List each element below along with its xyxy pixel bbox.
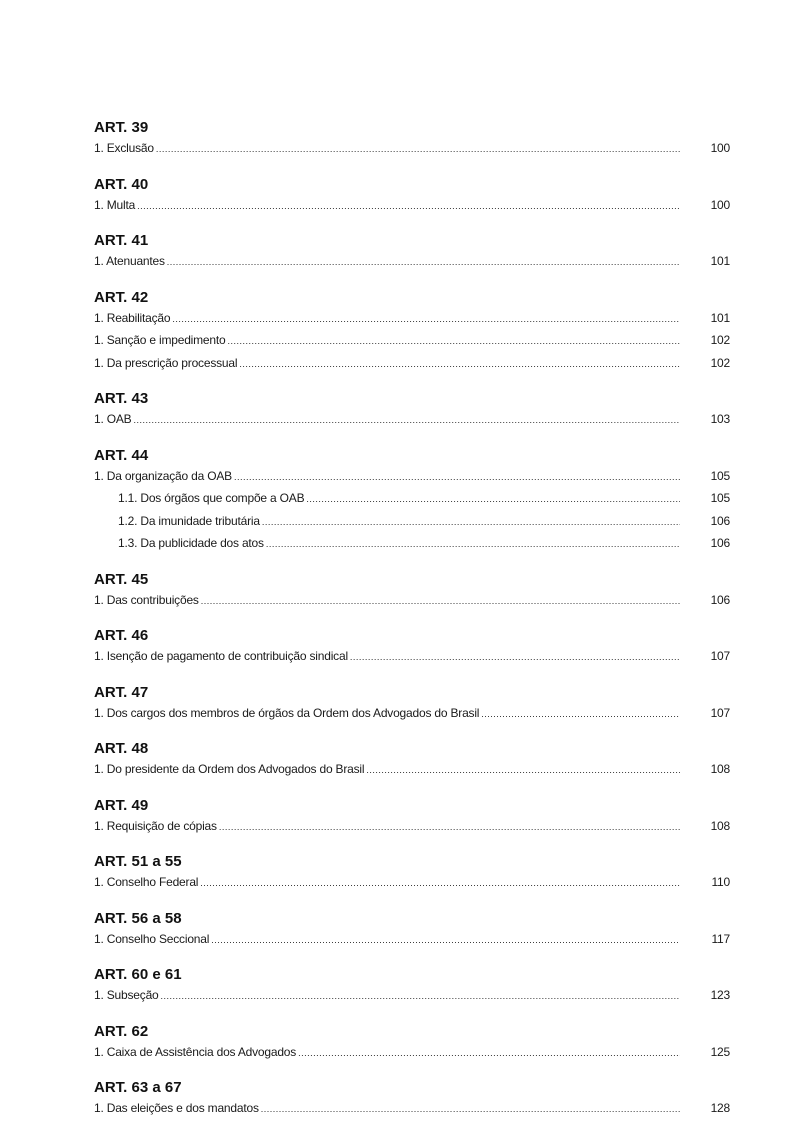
dot-leader — [234, 465, 680, 489]
entry-title: 1. Conselho Seccional — [94, 931, 210, 946]
dot-leader — [266, 532, 680, 556]
entry-title: 1.2. Da imunidade tributária — [118, 513, 260, 528]
entry-page-number: 101 — [710, 254, 730, 268]
toc-subentry[interactable] — [94, 487, 730, 510]
entry-page-number: 106 — [710, 592, 730, 607]
entry-title: 1. Exclusão — [94, 141, 154, 155]
article-heading: ART. 40 — [94, 175, 149, 193]
toc-section — [94, 1022, 730, 1064]
article-heading: ART. 60 e 61 — [94, 966, 182, 983]
article-heading: ART. 44 — [94, 446, 149, 464]
toc-entry[interactable] — [94, 465, 730, 488]
entry-title: 1. Atenuantes — [94, 254, 165, 268]
toc-entry[interactable] — [94, 984, 730, 1007]
toc-entry[interactable] — [94, 1041, 730, 1064]
toc-entry[interactable] — [94, 928, 730, 951]
toc-section — [94, 909, 730, 951]
entry-page-number: 103 — [710, 412, 730, 426]
entry-page-number: 125 — [710, 1044, 730, 1059]
article-heading: ART. 49 — [94, 796, 149, 814]
article-heading: ART. 43 — [94, 390, 149, 407]
dot-leader — [201, 589, 680, 613]
dot-leader — [262, 510, 680, 534]
dot-leader — [239, 352, 680, 376]
entry-title: 1. Das eleições e dos mandatos — [94, 1101, 259, 1115]
entry-page-number: 106 — [710, 513, 730, 528]
toc-section — [94, 446, 730, 555]
toc-section — [94, 739, 730, 781]
toc-entry[interactable] — [94, 408, 730, 431]
entry-title: 1. Das contribuições — [94, 592, 199, 607]
toc-entry[interactable] — [94, 815, 730, 838]
toc-entry[interactable] — [94, 250, 730, 273]
toc-subentry[interactable] — [94, 510, 730, 533]
toc-entry[interactable] — [94, 352, 730, 375]
entry-title: 1.3. Da publicidade dos atos — [118, 536, 264, 550]
entry-title: 1. Sanção e impedimento — [94, 333, 226, 347]
toc-entry[interactable] — [94, 871, 730, 894]
dot-leader — [219, 815, 680, 839]
toc-section — [94, 118, 730, 160]
entry-page-number: 102 — [710, 355, 730, 370]
dot-leader — [161, 984, 680, 1008]
entry-page-number: 108 — [710, 818, 730, 833]
entry-page-number: 105 — [710, 468, 730, 483]
toc-section — [94, 389, 730, 431]
entry-page-number: 123 — [710, 988, 730, 1002]
toc-section — [94, 288, 730, 375]
entry-page-number: 100 — [710, 141, 730, 155]
dot-leader — [481, 702, 680, 726]
dot-leader — [227, 329, 680, 353]
article-heading: ART. 46 — [94, 627, 149, 644]
entry-page-number: 107 — [710, 649, 730, 663]
entry-title: 1. Requisição de cópias — [94, 818, 217, 833]
entry-title: 1. Conselho Federal — [94, 875, 199, 889]
dot-leader — [211, 928, 680, 952]
dot-leader — [156, 137, 680, 161]
toc-section — [94, 965, 730, 1007]
article-heading: ART. 39 — [94, 119, 149, 136]
article-heading: ART. 42 — [94, 288, 149, 306]
entry-title: 1. Isenção de pagamento de contribuição sindical — [94, 649, 348, 663]
entry-title: 1. Da prescrição processual — [94, 355, 238, 370]
entry-title: 1. Subseção — [94, 988, 159, 1002]
toc-section — [94, 626, 730, 668]
dot-leader — [200, 871, 680, 895]
dot-leader — [137, 194, 680, 218]
dot-leader — [133, 408, 680, 432]
entry-title: 1. Reabilitação — [94, 310, 171, 325]
dot-leader — [261, 1097, 680, 1121]
toc-section — [94, 231, 730, 273]
entry-title: 1. Multa — [94, 197, 136, 212]
article-heading: ART. 47 — [94, 683, 149, 701]
entry-page-number: 110 — [711, 875, 730, 889]
toc-section — [94, 1078, 730, 1120]
toc-entry[interactable] — [94, 589, 730, 612]
toc-entry[interactable] — [94, 645, 730, 668]
entry-title: 1. Da organização da OAB — [94, 468, 232, 483]
toc-entry[interactable] — [94, 137, 730, 160]
toc-section — [94, 852, 730, 894]
dot-leader — [172, 307, 680, 331]
article-heading: ART. 62 — [94, 1022, 149, 1040]
toc-section — [94, 683, 730, 725]
article-heading: ART. 56 a 58 — [94, 909, 182, 927]
entry-page-number: 117 — [711, 931, 730, 946]
article-heading: ART. 51 a 55 — [94, 853, 182, 870]
entry-page-number: 105 — [710, 491, 730, 505]
article-heading: ART. 45 — [94, 570, 149, 588]
article-heading: ART. 41 — [94, 232, 149, 249]
toc-entry[interactable] — [94, 329, 730, 352]
entry-page-number: 102 — [710, 333, 730, 347]
toc-section — [94, 796, 730, 838]
entry-title: 1. OAB — [94, 412, 132, 426]
article-heading: ART. 48 — [94, 740, 149, 757]
entry-title: 1. Dos cargos dos membros de órgãos da Ordem dos Advogados do Brasil — [94, 705, 480, 720]
table-of-contents — [94, 118, 730, 1135]
dot-leader — [298, 1041, 680, 1065]
entry-page-number: 101 — [710, 310, 730, 325]
dot-leader — [366, 758, 680, 782]
entry-page-number: 108 — [710, 762, 730, 776]
dot-leader — [306, 487, 680, 511]
toc-entry[interactable] — [94, 307, 730, 330]
toc-section — [94, 570, 730, 612]
toc-subentry[interactable] — [94, 532, 730, 555]
entry-page-number: 128 — [710, 1101, 730, 1115]
toc-entry[interactable] — [94, 758, 730, 781]
entry-title: 1. Caixa de Assistência dos Advogados — [94, 1044, 297, 1059]
entry-title: 1.1. Dos órgãos que compõe a OAB — [118, 491, 305, 505]
entry-page-number: 107 — [710, 705, 730, 720]
dot-leader — [350, 645, 680, 669]
toc-section — [94, 175, 730, 217]
entry-title: 1. Do presidente da Ordem dos Advogados do Brasil — [94, 762, 365, 776]
toc-entry[interactable] — [94, 702, 730, 725]
toc-entry[interactable] — [94, 1097, 730, 1120]
dot-leader — [167, 250, 680, 274]
entry-page-number: 100 — [710, 197, 730, 212]
article-heading: ART. 63 a 67 — [94, 1079, 182, 1096]
toc-entry[interactable] — [94, 194, 730, 217]
entry-page-number: 106 — [710, 536, 730, 550]
